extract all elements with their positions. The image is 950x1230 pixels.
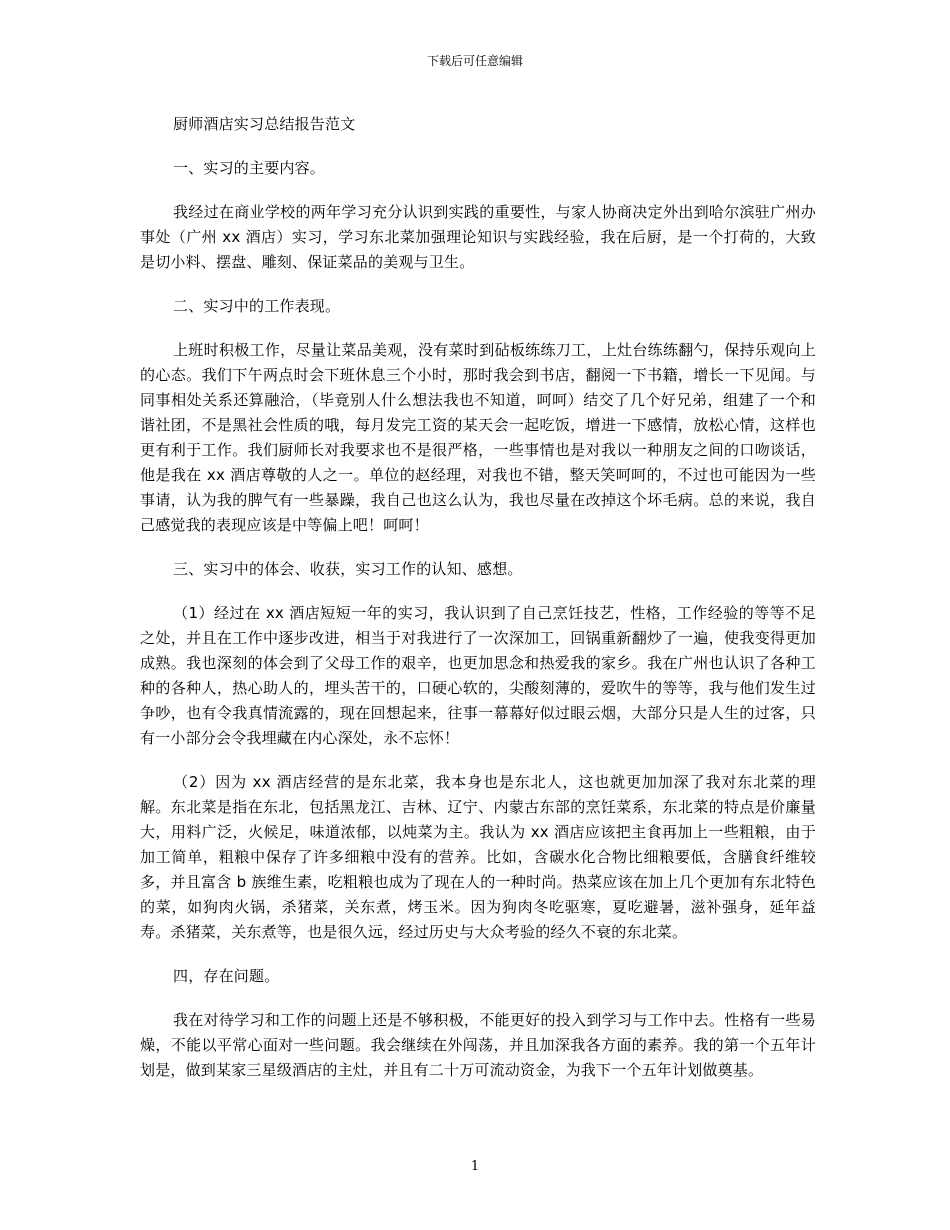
- section-3-paragraph-2: （2）因为 xx 酒店经营的是东北菜，我本身也是东北人，这也就更加加深了我对东北菜的理解。东北菜是指在东北，包括黑龙江、吉林、辽宁、内蒙古东部的烹饪菜系，东北菜的特点是价廉量大，用料广泛，火候足，味道浓郁，以炖菜为主。我认为 xx 酒店应该把主食再加上一些粗粮，由于加工简单，粗粮中保存了许多细粮中没有的营养。比如，含碳水化合物比细粮要低，含膳食纤维较多，并且富含 b 族维生素，吃粗粮也成为了现在人的一种时尚。热菜应该在加上几个更加有东北特色的菜，如狗肉火锅，杀猪菜，关东煮，烤玉米。因为狗肉冬吃驱寒，夏吃避暑，滋补强身，延年益寿。杀猪菜，关东煮等，也是很久远，经过历史与大众考验的经久不衰的东北菜。: [140, 773, 816, 941]
- section-1-paragraph-1: 我经过在商业学校的两年学习充分认识到实践的重要性，与家人协商决定外出到哈尔滨驻广州办事处（广州 xx 酒店）实习，学习东北菜加强理论知识与实践经验，我在后厨，是一个打荷的，大致是切小料、摆盘、雕刻、保证菜品的美观与卫生。: [140, 203, 816, 271]
- section-heading-4: 四，存在问题。: [173, 967, 280, 985]
- page-number: 1: [470, 1159, 480, 1174]
- header-note: 下载后可任意编辑: [426, 54, 523, 68]
- section-heading-2: 二、实习中的工作表现。: [173, 297, 341, 315]
- section-3-paragraph-1: （1）经过在 xx 酒店短短一年的实习，我认识到了自己烹饪技艺，性格，工作经验的等等不足之处，并且在工作中逐步改进，相当于对我进行了一次深加工，回锅重新翻炒了一遍，使我变得更加成熟。我也深刻的体会到了父母工作的艰辛，也更加思念和热爱我的家乡。我在广州也认识了各种工种的各种人，热心助人的，埋头苦干的，口硬心软的，尖酸刻薄的，爱吹牛的等等，我与他们发生过争吵，也有令我真情流露的，现在回想起来，往事一幕幕好似过眼云烟，大部分只是人生的过客，只有一小部分会令我埋藏在内心深处，永不忘怀！: [140, 604, 816, 747]
- document-title: 厨师酒店实习总结报告范文: [173, 115, 356, 133]
- section-heading-3: 三、实习中的体会、收获，实习工作的认知、感想。: [173, 560, 523, 578]
- section-heading-1: 一、实习的主要内容。: [173, 159, 326, 177]
- document-body: [140, 112, 816, 1102]
- section-2-paragraph-1: 上班时积极工作，尽量让菜品美观，没有菜时到砧板练练刀工，上灶台练练翻勺，保持乐观向上的心态。我们下午两点时会下班休息三个小时，那时我会到书店，翻阅一下书籍，增长一下见闻。与同事相处关系还算融洽，（毕竟别人什么想法我也不知道，呵呵）结交了几个好兄弟，组建了一个和谐社团，不是黑社会性质的哦，每月发完工资的某天会一起吃饭，增进一下感情，放松心情，这样也更有利于工作。我们厨师长对我要求也不是很严格，一些事情也是对我以一种朋友之间的口吻谈话，他是我在 xx 酒店尊敬的人之一。单位的赵经理，对我也不错，整天笑呵呵的，不过也可能因为一些事请，认为我的脾气有一些暴躁，我自己也这么认为，我也尽量在改掉这个坏毛病。总的来说，我自己感觉我的表现应该是中等偏上吧！呵呵！: [140, 341, 816, 534]
- section-4-paragraph-1: 我在对待学习和工作的问题上还是不够积极，不能更好的投入到学习与工作中去。性格有一些易燥，不能以平常心面对一些问题。我会继续在外闯荡，并且加深我各方面的素养。我的第一个五年计划是，做到某家三星级酒店的主灶，并且有二十万可流动资金，为我下一个五年计划做奠基。: [140, 1011, 816, 1079]
